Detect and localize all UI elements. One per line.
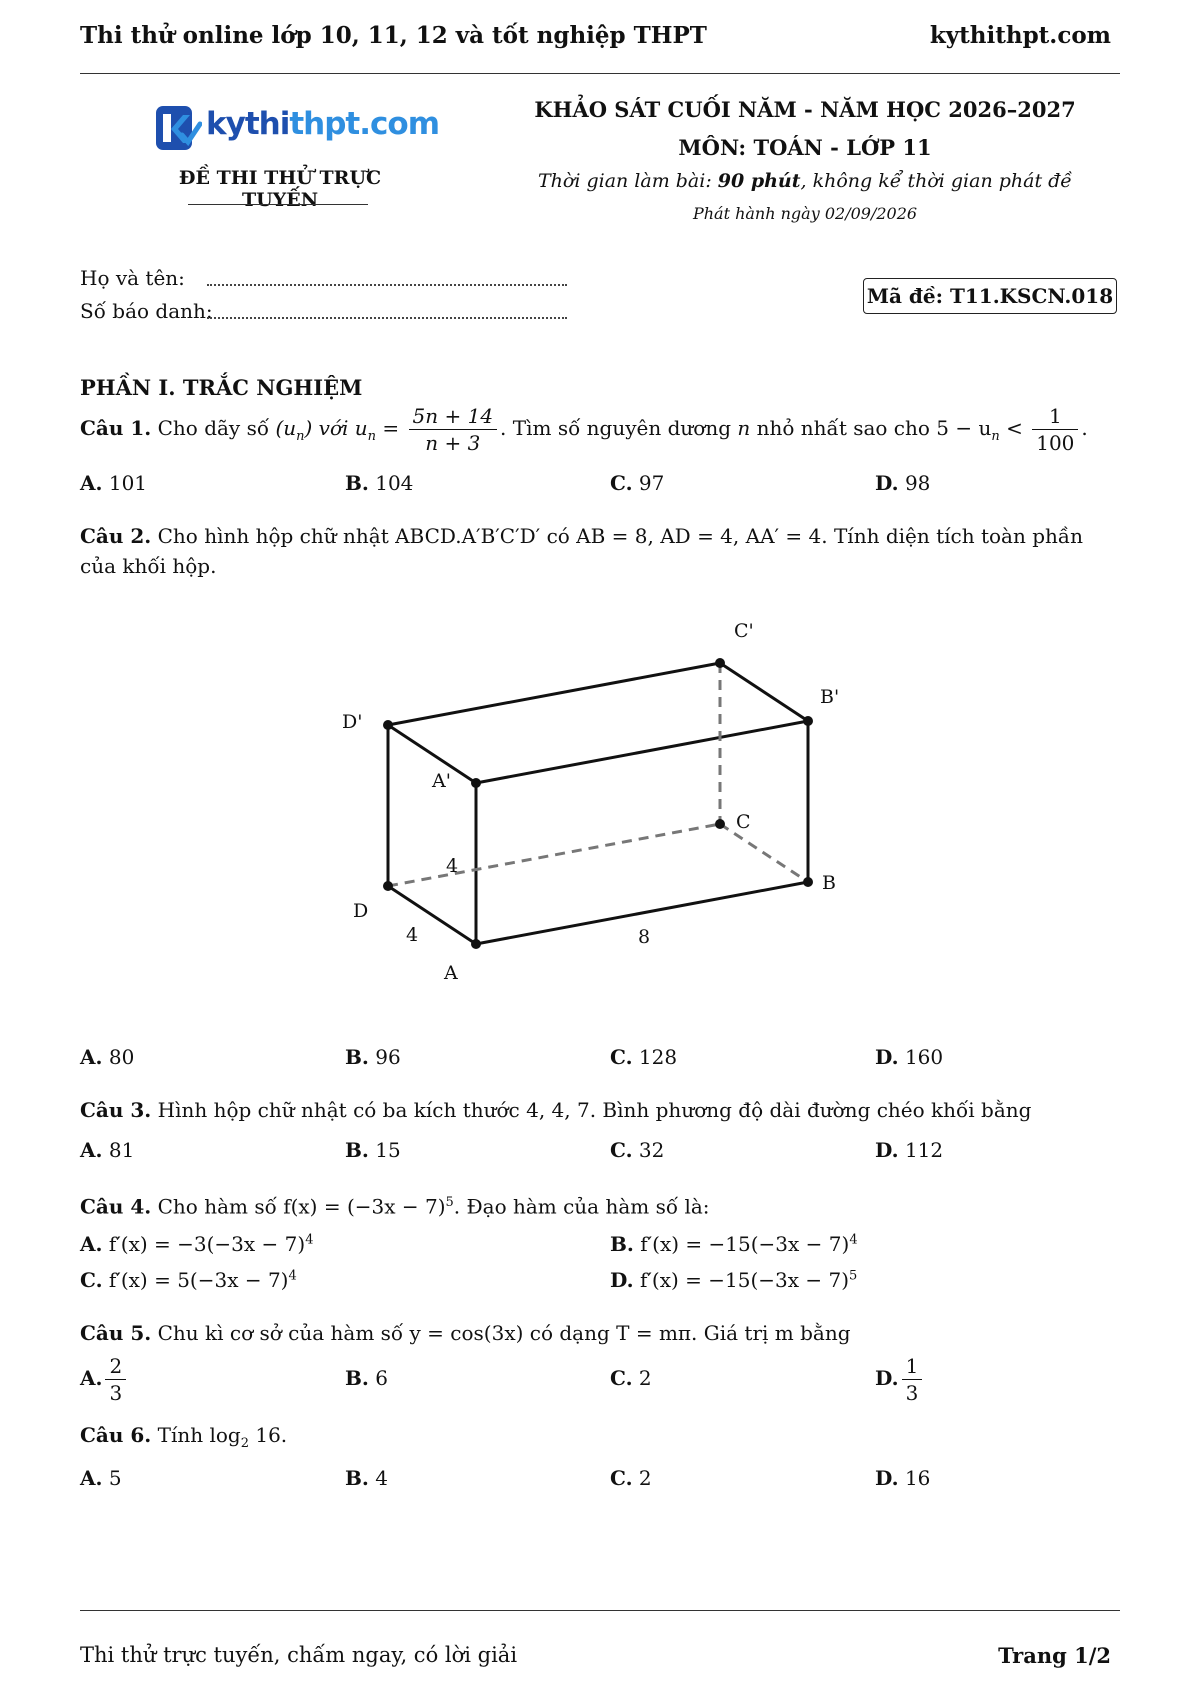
option-a[interactable] bbox=[80, 1138, 134, 1162]
q1-text: < bbox=[999, 416, 1030, 440]
option-label: C. bbox=[610, 1366, 633, 1390]
id-label: Số báo danh: bbox=[80, 299, 213, 323]
option-label: A. bbox=[80, 1466, 103, 1490]
fraction-numerator: 2 bbox=[105, 1353, 126, 1380]
option-c[interactable] bbox=[80, 1268, 297, 1292]
time-prefix: Thời gian làm bài: bbox=[537, 170, 718, 192]
option-c[interactable] bbox=[610, 1138, 664, 1162]
option-text: 4 bbox=[368, 1466, 388, 1490]
option-text: 6 bbox=[368, 1366, 388, 1390]
question-text: 16. bbox=[249, 1423, 288, 1447]
log-base: 2 bbox=[240, 1436, 249, 1451]
page-number: Trang 1/2 bbox=[998, 1643, 1111, 1668]
footer-divider bbox=[80, 1610, 1120, 1611]
label-aa-length: 4 bbox=[446, 855, 459, 877]
question-label: Câu 2. bbox=[80, 524, 152, 548]
time-suffix: , không kể thời gian phát đề bbox=[800, 170, 1072, 192]
option-d[interactable] bbox=[875, 1353, 925, 1406]
edge-cb-hidden bbox=[720, 824, 808, 882]
label-c1: C' bbox=[734, 620, 754, 642]
label-d1: D' bbox=[342, 711, 363, 733]
question-4-options-row1 bbox=[80, 1232, 1120, 1262]
option-text: 128 bbox=[632, 1045, 678, 1069]
label-c: C bbox=[736, 811, 751, 833]
fraction-denominator: n + 3 bbox=[425, 431, 481, 455]
subtitle-underline bbox=[188, 204, 368, 205]
question-4 bbox=[80, 1188, 1120, 1222]
option-text: 15 bbox=[368, 1138, 401, 1162]
name-label: Họ và tên: bbox=[80, 266, 185, 290]
exponent: 5 bbox=[849, 1268, 858, 1284]
vertex-d1 bbox=[383, 720, 393, 730]
question-label: Câu 3. bbox=[80, 1098, 152, 1122]
option-c[interactable] bbox=[610, 1045, 677, 1069]
question-label: Câu 5. bbox=[80, 1321, 152, 1345]
logo-part2: thpt.com bbox=[289, 106, 439, 142]
option-d[interactable] bbox=[875, 471, 930, 495]
q1-sub: n bbox=[296, 429, 305, 444]
fraction-denominator: 3 bbox=[905, 1381, 919, 1405]
label-ab-length: 8 bbox=[638, 926, 651, 948]
question-text: Cho hàm số f(x) = (−3x − 7) bbox=[151, 1194, 446, 1219]
label-a: A bbox=[444, 962, 458, 984]
vertex-d bbox=[383, 881, 393, 891]
question-text: Tính log bbox=[151, 1423, 241, 1447]
option-c[interactable] bbox=[610, 471, 664, 495]
option-text: f′(x) = −15(−3x − 7) bbox=[633, 1268, 850, 1292]
question-6 bbox=[80, 1420, 1120, 1459]
name-dotted-line[interactable] bbox=[207, 284, 567, 286]
option-c[interactable] bbox=[610, 1466, 652, 1490]
question-2-options bbox=[80, 1045, 1120, 1075]
option-d[interactable] bbox=[875, 1138, 943, 1162]
edge-da bbox=[388, 886, 476, 944]
exponent: 4 bbox=[849, 1232, 858, 1248]
question-3-options bbox=[80, 1138, 1120, 1168]
option-label: B. bbox=[345, 1466, 369, 1490]
option-b[interactable] bbox=[610, 1232, 858, 1256]
vertex-a1 bbox=[471, 778, 481, 788]
option-a[interactable] bbox=[80, 471, 147, 495]
vertex-b bbox=[803, 877, 813, 887]
option-label: A. bbox=[80, 1232, 103, 1256]
edge-d1c1 bbox=[388, 663, 720, 725]
name-field[interactable] bbox=[80, 266, 580, 290]
option-text: 97 bbox=[632, 471, 665, 495]
question-text: . Đạo hàm của hàm số là: bbox=[453, 1194, 710, 1219]
logo-wordmark bbox=[206, 106, 439, 142]
question-6-options bbox=[80, 1466, 1120, 1496]
option-c[interactable] bbox=[610, 1366, 652, 1390]
exam-release-date: Phát hành ngày 02/09/2026 bbox=[692, 204, 918, 223]
question-2 bbox=[80, 521, 1120, 581]
q1-text: ) với u bbox=[304, 416, 368, 440]
label-d: D bbox=[353, 900, 369, 922]
fraction-numerator: 1 bbox=[1032, 403, 1078, 430]
header-divider bbox=[80, 73, 1120, 74]
section-title: PHẦN I. TRẮC NGHIỆM bbox=[80, 375, 363, 400]
option-label: D. bbox=[875, 1138, 899, 1162]
option-label: C. bbox=[610, 1045, 633, 1069]
option-d[interactable] bbox=[875, 1045, 943, 1069]
vertex-c1 bbox=[715, 658, 725, 668]
option-text: 2 bbox=[632, 1366, 652, 1390]
exponent: 4 bbox=[288, 1268, 297, 1284]
option-a[interactable] bbox=[80, 1466, 122, 1490]
option-text: 16 bbox=[898, 1466, 931, 1490]
option-a[interactable] bbox=[80, 1045, 134, 1069]
option-label: C. bbox=[80, 1268, 103, 1292]
q1-text: . bbox=[1081, 416, 1088, 440]
question-1 bbox=[80, 403, 1120, 456]
q1-text: = bbox=[376, 416, 406, 440]
option-label: A. bbox=[80, 1138, 103, 1162]
option-b[interactable] bbox=[345, 1045, 401, 1069]
option-text: f′(x) = −15(−3x − 7) bbox=[633, 1232, 850, 1256]
option-text: 96 bbox=[368, 1045, 401, 1069]
option-b[interactable] bbox=[345, 1138, 401, 1162]
option-a[interactable] bbox=[80, 1353, 129, 1406]
option-label: B. bbox=[610, 1232, 634, 1256]
id-dotted-line[interactable] bbox=[207, 317, 567, 319]
option-label: D. bbox=[875, 1366, 899, 1390]
option-d[interactable] bbox=[875, 1466, 930, 1490]
label-a1: A' bbox=[432, 770, 451, 792]
option-label: B. bbox=[345, 471, 369, 495]
q1-seq: (u bbox=[275, 416, 297, 440]
q1-sub: n bbox=[367, 429, 377, 444]
vertex-c bbox=[715, 819, 725, 829]
option-b[interactable] bbox=[345, 471, 413, 495]
q1-fraction bbox=[1032, 403, 1078, 456]
option-label: C. bbox=[610, 1138, 633, 1162]
option-text: 112 bbox=[898, 1138, 944, 1162]
option-text: 32 bbox=[632, 1138, 665, 1162]
vertex-a bbox=[471, 939, 481, 949]
option-text: 2 bbox=[632, 1466, 652, 1490]
option-text: f′(x) = 5(−3x − 7) bbox=[102, 1268, 289, 1292]
question-3 bbox=[80, 1095, 1120, 1125]
option-label: A. bbox=[80, 1045, 103, 1069]
label-b1: B' bbox=[820, 686, 840, 708]
site-logo bbox=[152, 100, 439, 160]
footer-tagline: Thi thử trực tuyến, chấm ngay, có lời giải bbox=[80, 1643, 518, 1667]
q1-text: . Tìm số nguyên dương bbox=[500, 416, 738, 440]
exponent: 4 bbox=[305, 1232, 314, 1248]
time-value: 90 phút bbox=[717, 170, 801, 192]
question-4-options-row2 bbox=[80, 1268, 1120, 1298]
label-ad-length: 4 bbox=[406, 924, 419, 946]
option-label: D. bbox=[610, 1268, 634, 1292]
q1-var: n bbox=[737, 416, 751, 440]
logo-mark-icon bbox=[152, 102, 202, 154]
option-label: C. bbox=[610, 1466, 633, 1490]
question-label: Câu 6. bbox=[80, 1423, 152, 1447]
edge-dc-hidden bbox=[388, 824, 720, 886]
question-5 bbox=[80, 1318, 1120, 1348]
q1-text: Cho dãy số bbox=[151, 416, 276, 440]
id-field[interactable] bbox=[80, 299, 580, 323]
fraction-numerator: 1 bbox=[902, 1353, 923, 1380]
exam-type: ĐỀ THI THỬ TRỰC TUYẾN bbox=[178, 167, 382, 211]
option-text: 80 bbox=[102, 1045, 135, 1069]
exponent: 5 bbox=[445, 1195, 454, 1210]
fraction-numerator: 5n + 14 bbox=[409, 403, 498, 430]
fraction-denominator: 3 bbox=[109, 1381, 123, 1405]
exam-title: KHẢO SÁT CUỐI NĂM - NĂM HỌC 2026–2027 bbox=[534, 97, 1076, 122]
option-fraction bbox=[902, 1353, 923, 1406]
option-text: 98 bbox=[898, 471, 931, 495]
edge-c1b1 bbox=[720, 663, 808, 721]
question-text: Hình hộp chữ nhật có ba kích thước 4, 4, 7. Bình phương độ dài đường chéo khối bằng bbox=[151, 1098, 1032, 1122]
option-a[interactable] bbox=[80, 1232, 313, 1256]
vertex-b1 bbox=[803, 716, 813, 726]
option-text: f′(x) = −3(−3x − 7) bbox=[102, 1232, 306, 1256]
logo-part1: kythi bbox=[206, 106, 290, 142]
edge-a1b1 bbox=[476, 721, 808, 783]
exam-subject: MÔN: TOÁN - LỚP 11 bbox=[678, 135, 932, 160]
option-text: 104 bbox=[368, 471, 414, 495]
question-label: Câu 1. bbox=[80, 416, 152, 440]
option-text: 160 bbox=[898, 1045, 944, 1069]
header-left: Thi thử online lớp 10, 11, 12 và tốt nghiệp THPT bbox=[80, 22, 707, 49]
option-label: D. bbox=[875, 471, 899, 495]
header-site[interactable]: kythithpt.com bbox=[929, 22, 1111, 49]
option-b[interactable] bbox=[345, 1366, 388, 1390]
cuboid-figure bbox=[320, 615, 880, 1010]
option-text: 81 bbox=[102, 1138, 135, 1162]
option-d[interactable] bbox=[610, 1268, 857, 1292]
q1-text: nhỏ nhất sao cho 5 − u bbox=[750, 416, 992, 440]
option-label: D. bbox=[875, 1045, 899, 1069]
option-fraction bbox=[105, 1353, 126, 1406]
option-label: B. bbox=[345, 1045, 369, 1069]
option-text: 5 bbox=[102, 1466, 122, 1490]
option-label: A. bbox=[80, 1366, 103, 1390]
q1-sub: n bbox=[991, 429, 1000, 444]
question-text: Cho hình hộp chữ nhật ABCD.A′B′C′D′ có AB = 8, AD = 4, AA′ = 4. Tính diện tích toàn phần của khối hộp. bbox=[80, 524, 1084, 578]
option-label: A. bbox=[80, 471, 103, 495]
label-b: B bbox=[822, 872, 836, 894]
question-label: Câu 4. bbox=[80, 1194, 152, 1219]
q1-fraction bbox=[409, 403, 498, 456]
option-label: B. bbox=[345, 1138, 369, 1162]
exam-code: Mã đề: T11.KSCN.018 bbox=[863, 278, 1117, 314]
fraction-denominator: 100 bbox=[1036, 431, 1075, 455]
option-label: B. bbox=[345, 1366, 369, 1390]
question-text: Chu kì cơ sở của hàm số y = cos(3x) có dạng T = mπ. Giá trị m bằng bbox=[151, 1321, 851, 1345]
question-5-options bbox=[80, 1353, 1120, 1409]
option-label: C. bbox=[610, 471, 633, 495]
option-text: 101 bbox=[102, 471, 148, 495]
option-b[interactable] bbox=[345, 1466, 388, 1490]
question-1-options bbox=[80, 471, 1120, 501]
exam-time bbox=[520, 170, 1090, 192]
option-label: D. bbox=[875, 1466, 899, 1490]
